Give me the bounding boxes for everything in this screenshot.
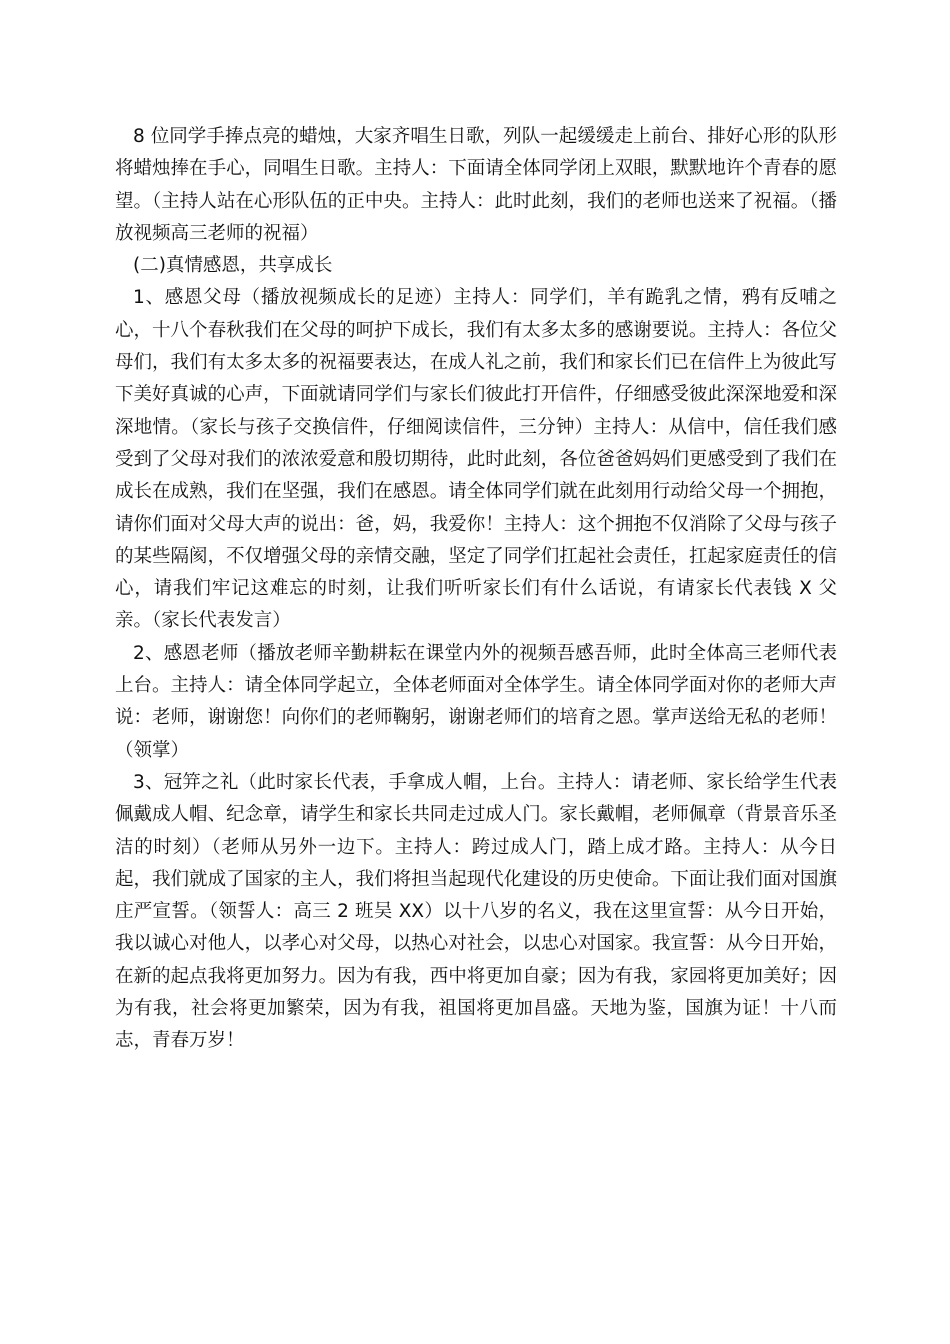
paragraph-coming-of-age-rite: 3、冠笄之礼（此时家长代表，手拿成人帽，上台。主持人：请老师、家长给学生代表佩戴成人帽、纪念章，请学生和家长共同走过成人门。家长戴帽，老师佩章（背景音乐圣洁的时刻）（老师从另外一边下。主持人：跨过成人门，踏上成才路。主持人：从今日起，我们就成了国家的主人，我们将担当起现代化建设的历史使命。下面让我们面对国旗庄严宣誓。（领誓人：高三 2 班吴 XX）以十八岁的名义，我在这里宣誓：从今日开始，我以诚心对他人，以孝心对父母，以热心对社会，以忠心对国家。我宣誓：从今日开始，在新的起点我将更加努力。因为有我，西中将更加自豪；因为有我，家园将更加美好；因为有我，社会将更加繁荣，因为有我，祖国将更加昌盛。天地为鉴，国旗为证！十八而志，青春万岁！ [115,771,837,1052]
paragraph-thank-teachers: 2、感恩老师（播放老师辛勤耕耘在课堂内外的视频吾感吾师，此时全体高三老师代表上台。主持人：请全体同学起立，全体老师面对全体学生。请全体同学面对你的老师大声说：老师，谢谢您！向你们的老师鞠躬，谢谢老师们的培育之恩。掌声送给无私的老师！（领掌） [115,642,837,761]
document-page [115,121,837,1058]
section-heading: (二)真情感恩，共享成长 [133,255,333,277]
paragraph-birthday-ceremony: 8 位同学手捧点亮的蜡烛，大家齐唱生日歌，列队一起缓缓走上前台、排好心形的队形将蜡烛捧在手心，同唱生日歌。主持人：下面请全体同学闭上双眼，默默地许个青春的愿望。（主持人站在心形队伍的正中央。主持人：此时此刻，我们的老师也送来了祝福。（播放视频高三老师的祝福） [115,126,837,244]
paragraph-thank-parents: 1、感恩父母（播放视频成长的足迹）主持人：同学们，羊有跪乳之情，鸦有反哺之心，十八个春秋我们在父母的呵护下成长，我们有太多太多的感谢要说。主持人：各位父母们，我们有太多太多的祝福要表达，在成人礼之前，我们和家长们已在信件上为彼此写下美好真诚的心声，下面就请同学们与家长们彼此打开信件，仔细感受彼此深深地爱和深深地情。（家长与孩子交换信件，仔细阅读信件，三分钟）主持人：从信中，信任我们感受到了父母对我们的浓浓爱意和殷切期待，此时此刻，各位爸爸妈妈们更感受到了我们在成长在成熟，我们在坚强，我们在感恩。请全体同学们就在此刻用行动给父母一个拥抱，请你们面对父母大声的说出：爸，妈，我爱你！主持人：这个拥抱不仅消除了父母与孩子的某些隔阂，不仅增强父母的亲情交融，坚定了同学们扛起社会责任，扛起家庭责任的信心，请我们牢记这难忘的时刻，让我们听听家长们有什么话说，有请家长代表钱 X 父亲。（家长代表发言） [115,287,837,632]
